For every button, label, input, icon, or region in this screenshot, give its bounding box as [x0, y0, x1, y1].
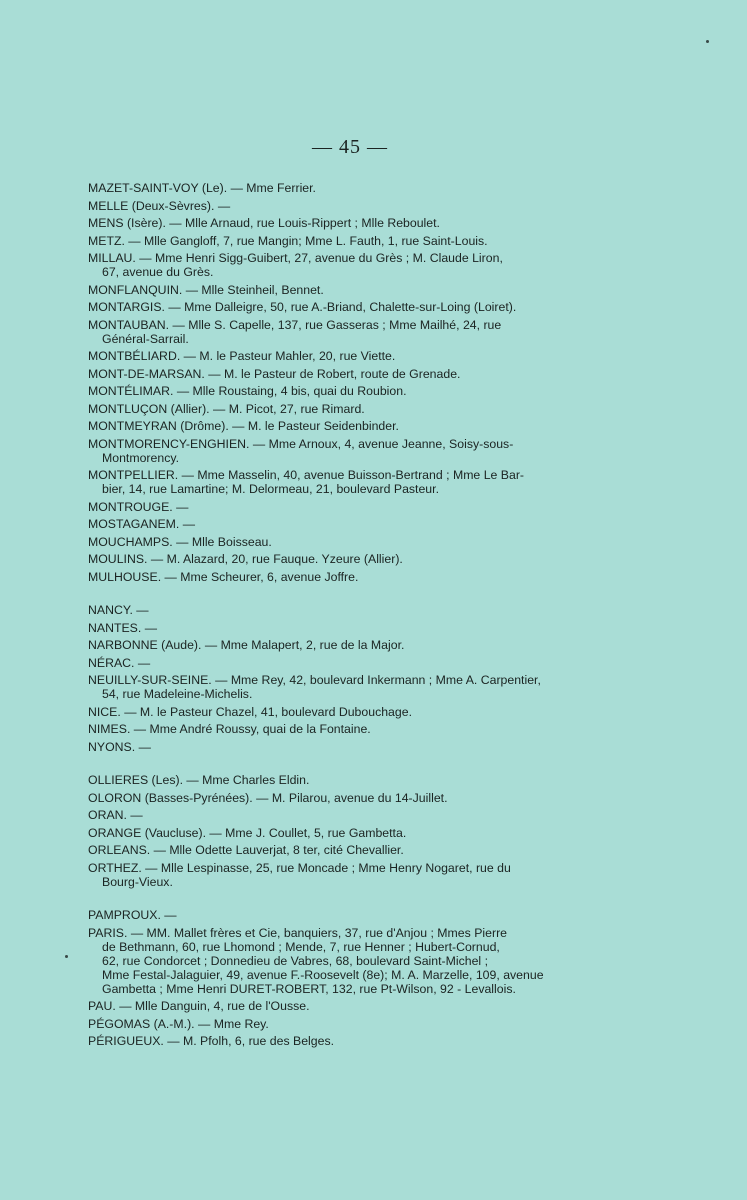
- directory-entry: [88, 740, 616, 754]
- entry-line: MONTARGIS. — Mme Dalleigre, 50, rue A.-Briand, Chalette-sur-Loing (Loiret).: [88, 300, 517, 314]
- entry-line: MOUCHAMPS. — Mlle Boisseau.: [88, 534, 272, 549]
- entry-line: NEUILLY-SUR-SEINE. — Mme Rey, 42, boulevard Inkermann ; Mme A. Carpentier,: [88, 673, 541, 687]
- directory-entry: [88, 402, 616, 416]
- directory-entry: [88, 1034, 616, 1048]
- entry-continuation: Gambetta ; Mme Henri DURET-ROBERT, 132, rue Pt-Wilson, 92 - Levallois.: [102, 981, 516, 996]
- directory-entry: [88, 773, 616, 787]
- entry-continuation: bier, 14, rue Lamartine; M. Delormeau, 21, boulevard Pasteur.: [102, 482, 439, 496]
- directory-entry: [88, 500, 616, 514]
- entry-line: MONTPELLIER. — Mme Masselin, 40, avenue Buisson-Bertrand ; Mme Le Bar-: [88, 468, 525, 482]
- entry-line: MULHOUSE. — Mme Scheurer, 6, avenue Joffre.: [88, 569, 359, 584]
- entry-line: MONTLUÇON (Allier). — M. Picot, 27, rue Rimard.: [88, 401, 365, 416]
- entry-line: MILLAU. — Mme Henri Sigg-Guibert, 27, avenue du Grès ; M. Claude Liron,: [88, 251, 503, 265]
- section-gap: [88, 757, 616, 773]
- entry-line: NANCY. —: [88, 603, 149, 617]
- entry-continuation: de Bethmann, 60, rue Lhomond ; Mende, 7, rue Henner ; Hubert-Cornud,: [102, 939, 500, 954]
- entry-line: PÉRIGUEUX. — M. Pfolh, 6, rue des Belges.: [88, 1034, 335, 1048]
- directory-entry: [88, 437, 616, 465]
- entry-continuation: Général-Sarrail.: [102, 331, 189, 346]
- directory-entry: [88, 367, 616, 381]
- directory-entry: [88, 468, 616, 496]
- entry-line: MONTBÉLIARD. — M. le Pasteur Mahler, 20, rue Viette.: [88, 349, 396, 363]
- directory-entry: [88, 384, 616, 398]
- directory-entry: [88, 216, 616, 230]
- entry-line: MOULINS. — M. Alazard, 20, rue Fauque. Yzeure (Allier).: [88, 552, 403, 566]
- entry-line: NARBONNE (Aude). — Mme Malapert, 2, rue de la Major.: [88, 638, 405, 652]
- entry-line: MAZET-SAINT-VOY (Le). — Mme Ferrier.: [88, 181, 316, 195]
- entry-continuation: Mme Festal-Jalaguier, 49, avenue F.-Roosevelt (8e); M. A. Marzelle, 109, avenue: [102, 967, 544, 982]
- directory-entry: [88, 300, 616, 314]
- directory-entry: [88, 621, 616, 635]
- entry-line: NYONS. —: [88, 739, 151, 754]
- directory-entry: [88, 926, 616, 996]
- speck-mark: [706, 40, 709, 43]
- directory-entry: [88, 181, 616, 195]
- directory-entry: [88, 638, 616, 652]
- directory-entry: [88, 656, 616, 670]
- directory-entry: [88, 861, 616, 889]
- entry-line: OLORON (Basses-Pyrénées). — M. Pilarou, avenue du 14-Juillet.: [88, 790, 448, 805]
- directory-entry: [88, 791, 616, 805]
- directory-entry: [88, 283, 616, 297]
- entry-line: NIMES. — Mme André Roussy, quai de la Fontaine.: [88, 722, 371, 736]
- directory-entry: [88, 673, 616, 701]
- directory-entry: [88, 419, 616, 433]
- directory-entry: [88, 517, 616, 531]
- directory-entry: [88, 349, 616, 363]
- page-number: — 45 —: [312, 136, 388, 158]
- entry-line: MONTROUGE. —: [88, 499, 189, 514]
- directory-entry: [88, 535, 616, 549]
- entry-line: MONTMEYRAN (Drôme). — M. le Pasteur Seidenbinder.: [88, 419, 399, 433]
- entry-line: PARIS. — MM. Mallet frères et Cie, banquiers, 37, rue d'Anjou ; Mmes Pierre: [88, 925, 508, 940]
- directory-entry: [88, 722, 616, 736]
- entry-line: MOSTAGANEM. —: [88, 517, 196, 531]
- entry-line: NÉRAC. —: [88, 655, 151, 670]
- entry-line: MONTMORENCY-ENGHIEN. — Mme Arnoux, 4, avenue Jeanne, Soisy-sous-: [88, 436, 514, 451]
- entry-continuation: Montmorency.: [102, 450, 179, 465]
- entry-line: MONTAUBAN. — Mlle S. Capelle, 137, rue Gasseras ; Mme Mailhé, 24, rue: [88, 317, 502, 332]
- entry-line: ORLEANS. — Mlle Odette Lauverjat, 8 ter, cité Chevallier.: [88, 843, 404, 857]
- directory-entry: [88, 318, 616, 346]
- directory-entry: [88, 570, 616, 584]
- directory-entry: [88, 234, 616, 248]
- entry-continuation: 54, rue Madeleine-Michelis.: [102, 687, 253, 701]
- directory-list: [88, 181, 616, 1052]
- directory-entry: [88, 1017, 616, 1031]
- entry-line: PÉGOMAS (A.-M.). — Mme Rey.: [88, 1016, 269, 1031]
- directory-entry: [88, 603, 616, 617]
- directory-entry: [88, 999, 616, 1013]
- entry-line: PAU. — Mlle Danguin, 4, rue de l'Ousse.: [88, 999, 310, 1013]
- entry-line: ORTHEZ. — Mlle Lespinasse, 25, rue Moncade ; Mme Henry Nogaret, rue du: [88, 860, 511, 875]
- directory-entry: [88, 843, 616, 857]
- entry-line: MELLE (Deux-Sèvres). —: [88, 198, 231, 213]
- speck-mark: [65, 955, 68, 958]
- entry-line: ORANGE (Vaucluse). — Mme J. Coullet, 5, rue Gambetta.: [88, 825, 407, 840]
- entry-line: MONFLANQUIN. — Mlle Steinheil, Bennet.: [88, 282, 324, 297]
- entry-continuation: 62, rue Condorcet ; Donnedieu de Vabres, 68, boulevard Saint-Michel ;: [102, 953, 488, 968]
- directory-entry: [88, 251, 616, 279]
- directory-entry: [88, 826, 616, 840]
- section-gap: [88, 587, 616, 603]
- directory-entry: [88, 808, 616, 822]
- directory-entry: [88, 908, 616, 922]
- entry-line: NICE. — M. le Pasteur Chazel, 41, boulevard Dubouchage.: [88, 704, 412, 719]
- entry-continuation: Bourg-Vieux.: [102, 874, 173, 889]
- entry-line: NANTES. —: [88, 620, 158, 635]
- entry-line: METZ. — Mlle Gangloff, 7, rue Mangin; Mme L. Fauth, 1, rue Saint-Louis.: [88, 233, 488, 248]
- entry-line: MONTÉLIMAR. — Mlle Roustaing, 4 bis, quai du Roubion.: [88, 384, 407, 398]
- directory-entry: [88, 199, 616, 213]
- directory-entry: [88, 552, 616, 566]
- entry-continuation: 67, avenue du Grès.: [102, 265, 214, 279]
- directory-entry: [88, 705, 616, 719]
- entry-line: ORAN. —: [88, 808, 143, 822]
- entry-line: PAMPROUX. —: [88, 908, 177, 922]
- entry-line: MENS (Isère). — Mlle Arnaud, rue Louis-Rippert ; Mlle Reboulet.: [88, 216, 440, 230]
- entry-line: MONT-DE-MARSAN. — M. le Pasteur de Robert, route de Grenade.: [88, 366, 461, 381]
- entry-line: OLLIERES (Les). — Mme Charles Eldin.: [88, 773, 310, 787]
- section-gap: [88, 892, 616, 908]
